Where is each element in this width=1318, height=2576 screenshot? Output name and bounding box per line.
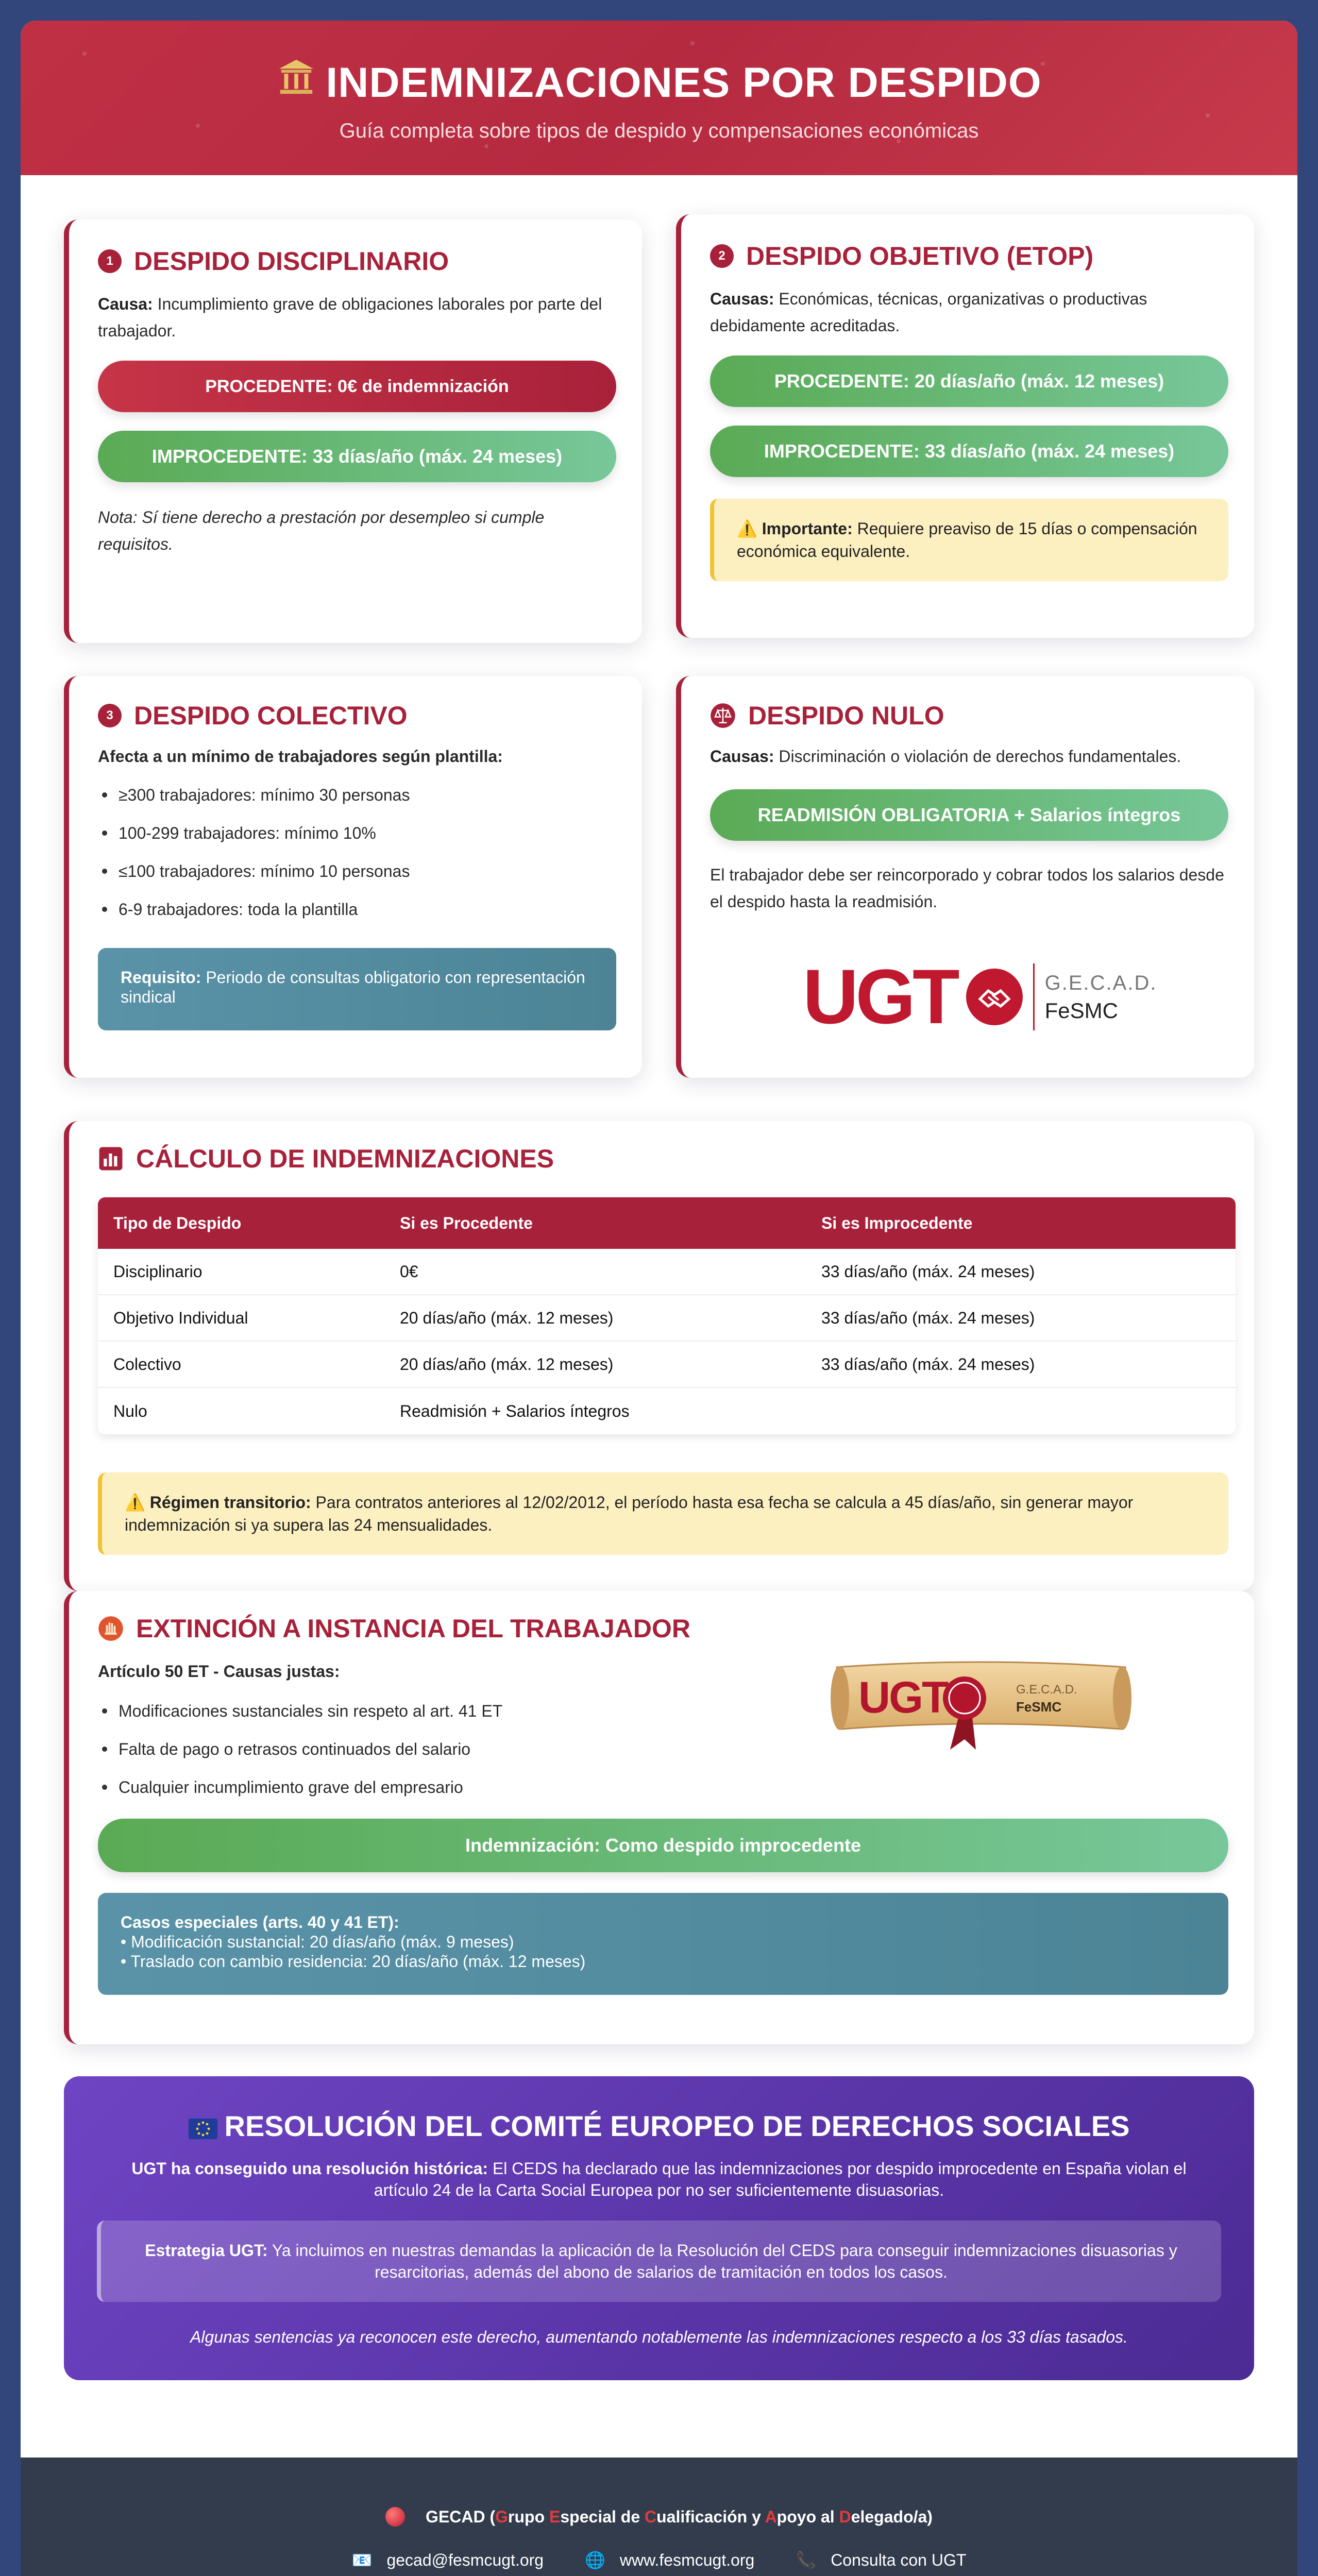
- column-header: Si es Procedente: [400, 1213, 533, 1232]
- table-cell: 33 días/año (máx. 24 meses): [821, 1262, 1035, 1281]
- number-badge: 1: [98, 249, 122, 273]
- procedente-pill: PROCEDENTE: 0€ de indemnización: [98, 361, 616, 412]
- causas-list: [98, 1692, 749, 1806]
- page-subtitle: Guía completa sobre tipos de despido y compensaciones económicas: [339, 120, 979, 142]
- list-item: Modificaciones sustanciales sin respeto al art. 41 ET: [98, 1692, 749, 1730]
- list-item: Cualquier incumplimiento grave del empresario: [98, 1768, 749, 1806]
- table-row: [98, 1249, 1236, 1295]
- scroll-ugt-text: UGT: [858, 1673, 948, 1722]
- card-objetivo: [676, 214, 1254, 638]
- card-title: EXTINCIÓN A INSTANCIA DEL TRABAJADOR: [98, 1614, 690, 1643]
- card-disciplinario: [64, 219, 642, 643]
- card-colectivo: [64, 676, 642, 1078]
- indemnizaciones-table: [98, 1197, 1236, 1434]
- intro-text: Afecta a un mínimo de trabajadores según plantilla:: [98, 747, 503, 766]
- indemnizacion-pill: Indemnización: Como despido improcedente: [98, 1819, 1228, 1872]
- cause-text: Causas: Discriminación o violación de derechos fundamentales.: [710, 747, 1181, 766]
- threshold-list: [98, 776, 616, 928]
- table-cell: Readmisión + Salarios íntegros: [400, 1401, 630, 1420]
- bank-icon: [276, 57, 316, 107]
- column-header: Tipo de Despido: [113, 1213, 242, 1232]
- scroll-fesmc-text: FeSMC: [1016, 1699, 1062, 1715]
- improcedente-pill: IMPROCEDENTE: 33 días/año (máx. 24 meses): [710, 426, 1228, 477]
- handshake-icon: [966, 969, 1023, 1025]
- footer: [21, 2458, 1297, 2576]
- card-title: 1 DESPIDO DISCIPLINARIO: [98, 246, 449, 276]
- table-cell: Objetivo Individual: [113, 1308, 248, 1327]
- card-title: 3 DESPIDO COLECTIVO: [98, 701, 408, 731]
- table-cell: 20 días/año (máx. 12 meses): [400, 1354, 614, 1374]
- web-contact[interactable]: 🌐 www.fesmcugt.org: [585, 2551, 755, 2569]
- table-cell: Disciplinario: [113, 1262, 202, 1281]
- table-cell: 33 días/año (máx. 24 meses): [821, 1354, 1035, 1374]
- scroll-gecad-text: G.E.C.A.D.: [1016, 1683, 1077, 1697]
- improcedente-pill: IMPROCEDENTE: 33 días/año (máx. 24 meses): [98, 431, 616, 482]
- readmision-pill: READMISIÓN OBLIGATORIA + Salarios íntegros: [710, 789, 1228, 841]
- email-contact[interactable]: 📧 gecad@fesmcugt.org: [351, 2551, 544, 2569]
- infographic-page: [21, 21, 1297, 2576]
- intro-text: Artículo 50 ET - Causas justas:: [98, 1662, 340, 1681]
- table-header: [98, 1197, 1236, 1249]
- regimen-note: ⚠️ Régimen transitorio: Para contratos anteriores al 12/02/2012, el período hasta esa fecha se calcula a 45 días/año, sin generar mayor indemnización si ya supera las 24 mensualidades.: [98, 1472, 1228, 1555]
- casos-especiales-note: Casos especiales (arts. 40 y 41 ET): • Modificación sustancial: 20 días/año (máx. 9 meses) • Traslado con cambio residencia: 20 días/año (máx. 12 meses): [98, 1893, 1228, 1995]
- bar-chart-icon: [98, 1146, 124, 1172]
- estrategia-box: Estrategia UGT: Ya incluimos en nuestras demandas la aplicación de la Resolución del CEDS para conseguir indemnizaciones disuasorias y resarcitorias, además del abono de salarios de tramitación en todos los casos.: [97, 2221, 1221, 2302]
- card-nulo: [676, 676, 1254, 1078]
- requisito-note: Requisito: Periodo de consultas obligatorio con representación sindical: [98, 948, 616, 1030]
- table-cell: Nulo: [113, 1401, 147, 1420]
- phone-icon: 📞: [796, 2551, 817, 2569]
- gecad-line: GECAD (Grupo Especial de Cualificación y Apoyo al Delegado/a): [21, 2507, 1297, 2527]
- list-item: 6-9 trabajadores: toda la plantilla: [98, 890, 616, 928]
- number-badge: 2: [710, 244, 734, 268]
- red-circle-icon: [385, 2507, 405, 2527]
- list-item: ≤100 trabajadores: mínimo 10 personas: [98, 852, 616, 890]
- ugt-scroll-logo: [826, 1647, 1136, 1755]
- scales-icon: [710, 703, 736, 728]
- table-cell: 20 días/año (máx. 12 meses): [400, 1308, 614, 1327]
- europe-footnote: Algunas sentencias ya reconocen este derecho, aumentando notablemente las indemnizaciones respecto a los 33 días tasados.: [190, 2328, 1128, 2346]
- email-icon: 📧: [351, 2551, 373, 2569]
- card-extincion: [64, 1591, 1254, 2044]
- list-item: 100-299 trabajadores: mínimo 10%: [98, 814, 616, 852]
- globe-icon: 🌐: [585, 2551, 605, 2569]
- card-title: 2 DESPIDO OBJETIVO (ETOP): [710, 241, 1093, 271]
- ugt-logo: UGT G.E.C.A.D. FeSMC: [803, 953, 1157, 1040]
- procedente-pill: PROCEDENTE: 20 días/año (máx. 12 meses): [710, 355, 1228, 407]
- nulo-text: El trabajador debe ser reincorporado y cobrar todos los salarios desde el despido hasta la readmisión.: [710, 866, 1224, 911]
- europe-title: RESOLUCIÓN DEL COMITÉ EUROPEO DE DERECHOS SOCIALES: [64, 2109, 1254, 2146]
- eu-flag-icon: [189, 2112, 217, 2146]
- important-note: ⚠️ Importante: Requiere preaviso de 15 días o compensación económica equivalente.: [710, 499, 1228, 581]
- europe-paragraph: UGT ha conseguido una resolución histórica: El CEDS ha declarado que las indemnizaciones por despido improcedente en España violan el artículo 24 de la Carta Social Europea por no ser suficientemente disuasorias.: [131, 2159, 1187, 2199]
- note-text: Nota: Sí tiene derecho a prestación por desempleo si cumple requisitos.: [98, 508, 545, 553]
- card-calculo: [64, 1121, 1254, 1591]
- table-cell: 0€: [400, 1262, 418, 1281]
- table-row: [98, 1295, 1236, 1342]
- contact-line: [21, 2550, 1297, 2570]
- card-title: DESPIDO NULO: [710, 701, 944, 731]
- warning-icon: ⚠️: [125, 1493, 150, 1512]
- cause-text: Causas: Económicas, técnicas, organizativas o productivas debidamente acreditadas.: [710, 290, 1147, 335]
- card-title: CÁLCULO DE INDEMNIZACIONES: [98, 1144, 554, 1174]
- europe-section: [64, 2076, 1254, 2380]
- table-row: [98, 1388, 1236, 1434]
- column-header: Si es Improcedente: [821, 1213, 973, 1232]
- cause-text: Causa: Incumplimiento grave de obligaciones laborales por parte del trabajador.: [98, 295, 602, 340]
- table-cell: Colectivo: [113, 1354, 181, 1374]
- header: [21, 21, 1297, 175]
- phone-contact[interactable]: 📞 Consulta con UGT: [796, 2551, 967, 2569]
- list-item: ≥300 trabajadores: mínimo 30 personas: [98, 776, 616, 814]
- page-title: INDEMNIZACIONES POR DESPIDO: [21, 57, 1297, 107]
- list-item: Falta de pago o retrasos continuados del salario: [98, 1730, 749, 1768]
- number-badge: 3: [98, 704, 122, 727]
- warning-icon: ⚠️: [737, 519, 762, 538]
- table-row: [98, 1342, 1236, 1388]
- hand-icon: [98, 1616, 124, 1641]
- table-cell: 33 días/año (máx. 24 meses): [821, 1308, 1035, 1327]
